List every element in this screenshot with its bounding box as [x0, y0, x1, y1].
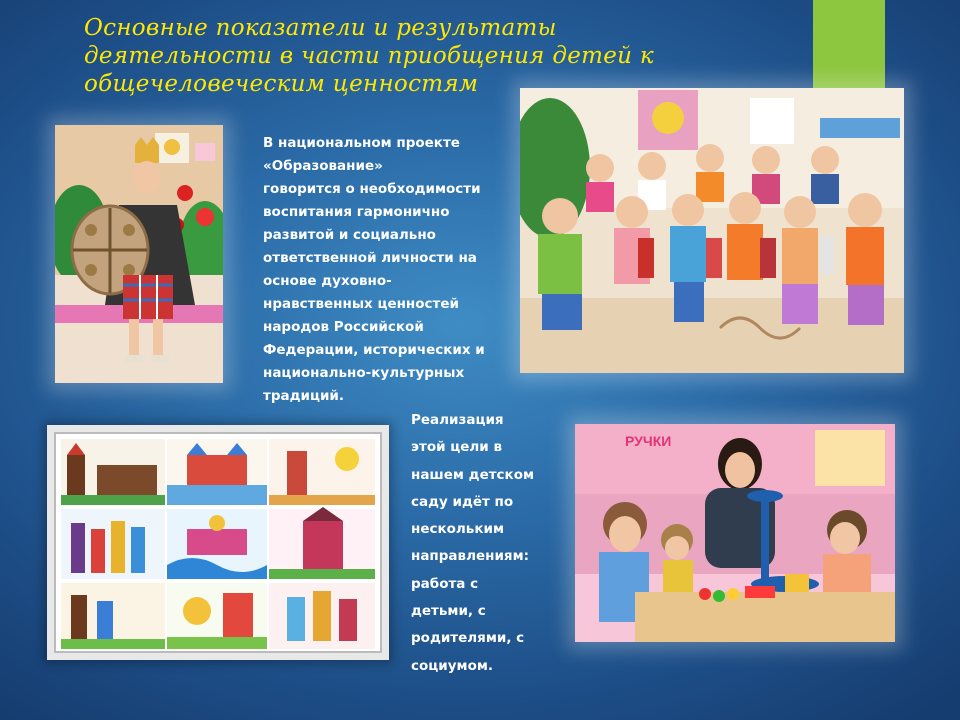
photo-children-drawings: [47, 425, 389, 660]
photo-child-knight-costume: [55, 125, 223, 383]
implementation-paragraph: Реализация этой цели в нашем детском саду идёт по нескольким направлениям: работа с детьми, с родителями, с социумом.: [411, 412, 535, 674]
photo-teacher-with-toddlers: [575, 424, 895, 642]
class-banner-text: РУЧКИ: [625, 433, 672, 449]
photo-children-with-dolls: [520, 88, 904, 373]
national-project-paragraph: В национальном проекте «Образование» говорится о необходимости воспитания гармонично развитой и социально ответственной личности на основе духовно- нравственных ценностей народов Российской Федерации, исторических и национально-культурных традиций.: [263, 135, 485, 404]
accent-bar: [813, 0, 885, 88]
slide-title: Основные показатели и результаты деятельности в части приобщения детей к общечеловеческим ценностям: [84, 15, 654, 97]
